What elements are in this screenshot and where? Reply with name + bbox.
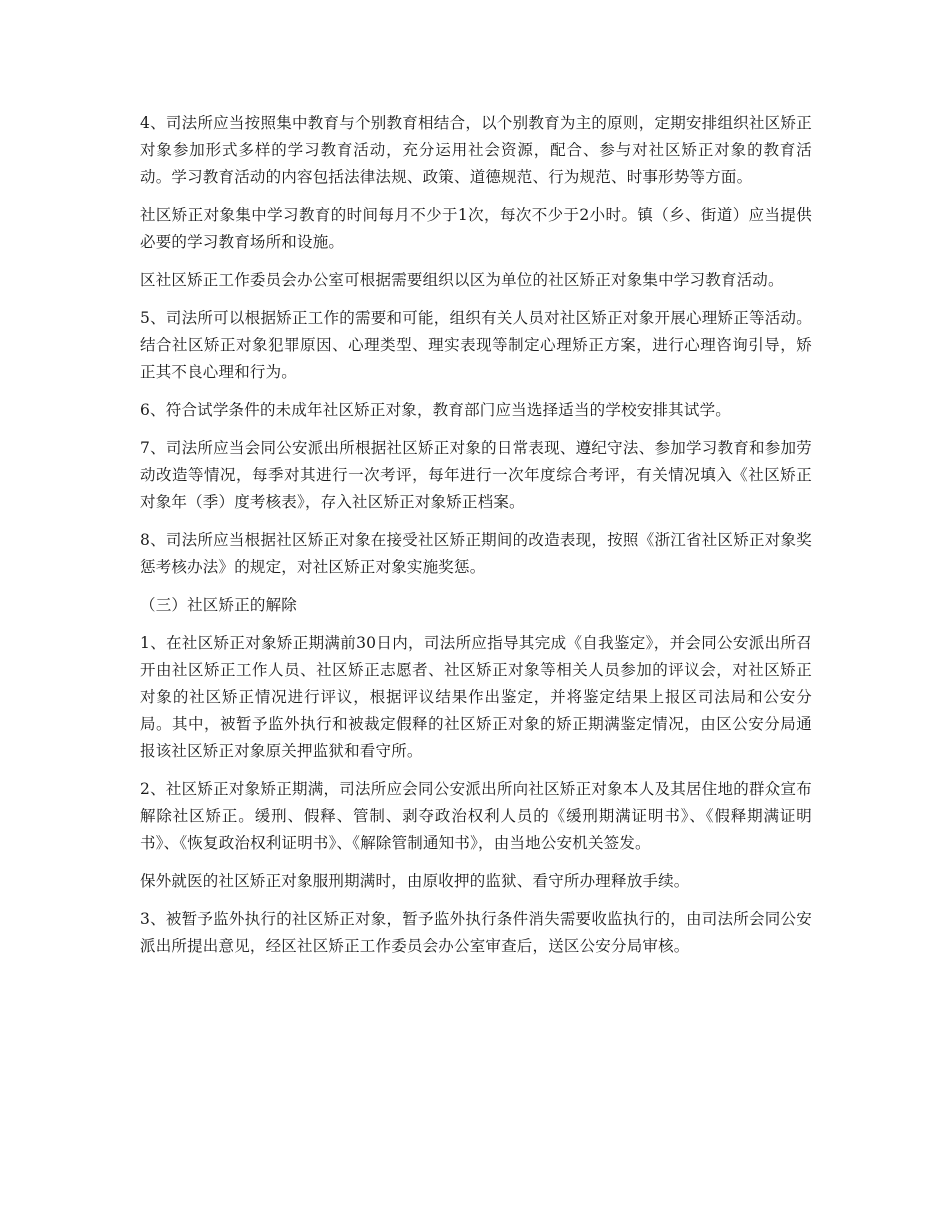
paragraph-release-item-1: 1、在社区矫正对象矫正期满前30日内，司法所应指导其完成《自我鉴定》，并会同公安派出所召开由社区矫正工作人员、社区矫正志愿者、社区矫正对象等相关人员参加的评议会，对社区矫正对象的社区矫正情况进行评议，根据评议结果作出鉴定，并将鉴定结果上报区司法局和公安分局。其中，被暂予监外执行和被裁定假释的社区矫正对象的矫正期满鉴定情况，由区公安分局通报该社区矫正对象原关押监狱和看守所。 [140, 634, 812, 760]
paragraph-study-frequency: 社区矫正对象集中学习教育的时间每月不少于1次，每次不少于2小时。镇（乡、街道）应当提供必要的学习教育场所和设施。 [140, 206, 812, 251]
paragraph-release-item-2: 2、社区矫正对象矫正期满，司法所应会同公安派出所向社区矫正对象本人及其居住地的群众宣布解除社区矫正。缓刑、假释、管制、剥夺政治权利人员的《缓刑期满证明书》、《假释期满证明书》、《恢复政治权利证明书》、《解除管制通知书》，由当地公安机关签发。 [140, 780, 812, 852]
paragraph-item-4: 4、司法所应当按照集中教育与个别教育相结合，以个别教育为主的原则，定期安排组织社区矫正对象参加形式多样的学习教育活动，充分运用社会资源，配合、参与对社区矫正对象的教育活动。学习教育活动的内容包括法律法规、政策、道德规范、行为规范、时事形势等方面。 [140, 114, 812, 186]
paragraph-item-5: 5、司法所可以根据矫正工作的需要和可能，组织有关人员对社区矫正对象开展心理矫正等活动。结合社区矫正对象犯罪原因、心理类型、理实表现等制定心理矫正方案，进行心理咨询引导，矫正其不良心理和行为。 [140, 309, 812, 381]
section-heading-release: （三）社区矫正的解除 [140, 596, 298, 614]
paragraph-item-8: 8、司法所应当根据社区矫正对象在接受社区矫正期间的改造表现，按照《浙江省社区矫正对象奖惩考核办法》的规定，对社区矫正对象实施奖惩。 [140, 531, 812, 576]
paragraph-district-study: 区社区矫正工作委员会办公室可根据需要组织以区为单位的社区矫正对象集中学习教育活动。 [140, 271, 784, 289]
paragraph-item-7: 7、司法所应当会同公安派出所根据社区矫正对象的日常表现、遵纪守法、参加学习教育和参加劳动改造等情况，每季对其进行一次考评，每年进行一次年度综合考评，有关情况填入《社区矫正对象年（季）度考核表》，存入社区矫正对象矫正档案。 [140, 439, 812, 511]
paragraph-item-6: 6、符合试学条件的未成年社区矫正对象，教育部门应当选择适当的学校安排其试学。 [140, 401, 731, 419]
document-page [140, 110, 812, 971]
paragraph-medical-parole: 保外就医的社区矫正对象服刑期满时，由原收押的监狱、看守所办理释放手续。 [140, 872, 690, 890]
paragraph-release-item-3: 3、被暂予监外执行的社区矫正对象，暂予监外执行条件消失需要收监执行的，由司法所会同公安派出所提出意见，经区社区矫正工作委员会办公室审查后，送区公安分局审核。 [140, 910, 812, 955]
